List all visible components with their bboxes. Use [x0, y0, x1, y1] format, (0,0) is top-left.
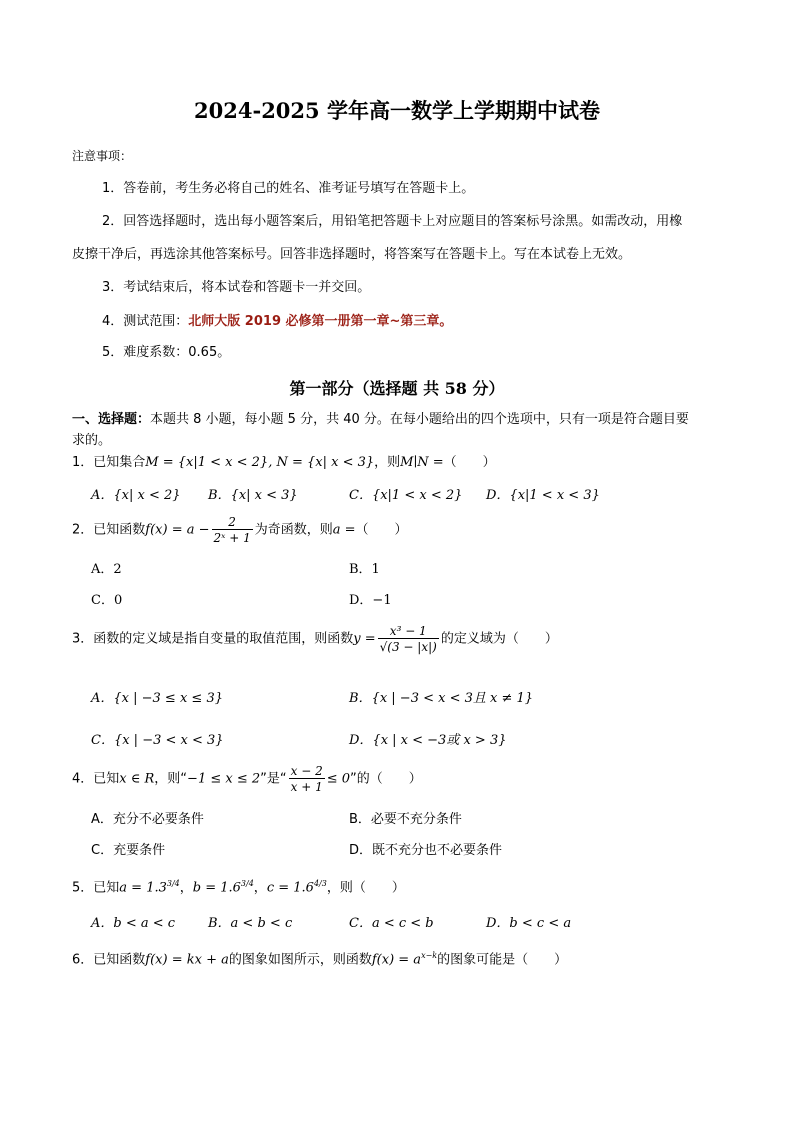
q5-c-exponent: 4/3: [313, 879, 327, 888]
q2-var: a =: [332, 522, 356, 538]
q4-option-d[interactable]: D．既不充分也不必要条件: [349, 843, 503, 858]
q4-prefix: 4．已知: [72, 771, 120, 787]
q2-fraction: [212, 516, 253, 544]
section-label: 一、选择题：: [72, 412, 151, 427]
q5-a-exponent: 3/4: [166, 879, 180, 888]
q4-middle-2: ”是“: [260, 771, 287, 787]
notice-item-3: 3．考试结束后，将本试卷和答题卡一并交回。: [102, 280, 371, 295]
q2-suffix: （ ）: [355, 522, 408, 538]
q5-c-expr: c = 1.6: [266, 880, 314, 896]
q2-option-a[interactable]: A．2: [91, 562, 122, 577]
notice-item-4: [102, 315, 452, 328]
question-1-stem: [72, 456, 496, 469]
q4-cond-1: −1 ≤ x ≤ 2: [187, 771, 261, 787]
q2-option-c[interactable]: C．0: [91, 593, 123, 608]
notice-item-2-line-1: 2．回答选择题时，选出每小题答案后，用铅笔把答题卡上对应题目的答案标号涂黑。如需改动，用橡: [102, 214, 683, 229]
q1-set-expr: M = {x|1 < x < 2}, N = {x| x < 3}: [145, 455, 375, 470]
q6-middle: 的图象如图所示，则函数: [228, 952, 372, 968]
section-text-1: 本题共 8 小题，每小题 5 分，共 40 分。在每小题给出的四个选项中，只有一项是符合题目要: [150, 412, 689, 427]
q4-option-b[interactable]: B．必要不充分条件: [349, 812, 462, 827]
notice-item-1: 1．答卷前，考生务必将自己的姓名、准考证号填写在答题卡上。: [102, 181, 475, 196]
q3-frac-num: x³ − 1: [378, 625, 439, 639]
q1-middle: ，则: [374, 455, 401, 470]
q4-option-c[interactable]: C．充要条件: [91, 843, 166, 858]
q1-option-b[interactable]: B．{x| x < 3}: [208, 488, 298, 503]
q6-suffix: 的图象可能是（ ）: [437, 952, 568, 968]
section-instructions-line-1: [72, 413, 689, 426]
q6-func-2-exponent: x−k: [421, 951, 438, 960]
q1-option-a[interactable]: A．{x| x < 2}: [91, 488, 181, 503]
q1-suffix: （ ）: [443, 455, 496, 470]
question-3-stem: [72, 625, 558, 653]
q2-prefix: 2．已知函数: [72, 522, 146, 538]
q4-frac-den: x + 1: [290, 780, 323, 794]
q1-option-d[interactable]: D．{x|1 < x < 3}: [486, 488, 600, 503]
q2-middle: 为奇函数，则: [254, 522, 333, 538]
q3-fraction: [378, 625, 439, 653]
q2-frac-den: 2ˣ + 1: [213, 531, 251, 545]
q1-prefix: 1．已知集合: [72, 455, 146, 470]
q3-prefix: 3．函数的定义域是指自变量的取值范围，则函数: [72, 631, 354, 647]
q4-suffix: ”的（ ）: [350, 771, 422, 787]
q2-option-b[interactable]: B．1: [349, 562, 380, 577]
q3-func-lhs: y =: [353, 631, 376, 647]
q6-prefix: 6．已知函数: [72, 952, 146, 968]
q6-func-2: f(x) = a: [371, 952, 422, 968]
q1-expr: M∣N =: [400, 455, 444, 470]
q5-a-expr: a = 1.3: [119, 880, 167, 896]
section-instructions-line-2: 求的。: [72, 433, 112, 448]
q4-cond-var: x ∈ R: [119, 771, 155, 787]
q5-option-d[interactable]: D．b < c < a: [486, 916, 572, 931]
q2-frac-num: 2: [212, 516, 253, 530]
q5-option-c[interactable]: C．a < c < b: [349, 916, 434, 931]
notice-heading: 注意事项：: [72, 149, 133, 163]
q2-option-d[interactable]: D．−1: [349, 593, 392, 608]
q1-option-c[interactable]: C．{x|1 < x < 2}: [349, 488, 463, 503]
question-5-stem: [72, 880, 405, 894]
page-title: 2024-2025 学年高一数学上学期期中试卷: [194, 98, 600, 123]
q5-b-exponent: 3/4: [240, 879, 254, 888]
question-6-stem: [72, 952, 567, 966]
q3-option-c[interactable]: C．{x | −3 < x < 3}: [91, 733, 224, 748]
q5-option-b[interactable]: B．a < b < c: [208, 916, 293, 931]
test-range: 北师大版 2019 必修第一册第一章~第三章。: [188, 314, 453, 329]
question-2-stem: [72, 516, 408, 544]
q4-cond-2-tail: ≤ 0: [326, 771, 351, 787]
q3-option-b[interactable]: B．{x | −3 < x < 3且 x ≠ 1}: [349, 691, 534, 706]
q5-sep-1: ，: [179, 880, 193, 896]
q4-frac-num: x − 2: [290, 764, 323, 778]
q5-option-a[interactable]: A．b < a < c: [91, 916, 176, 931]
q5-sep-2: ，: [253, 880, 267, 896]
notice-item-5: 5．难度系数：0.65。: [102, 345, 231, 360]
q3-frac-den: √(3 − |x|): [379, 640, 437, 654]
q5-b-expr: b = 1.6: [192, 880, 241, 896]
q5-suffix: ，则（ ）: [326, 880, 405, 896]
q4-option-a[interactable]: A．充分不必要条件: [91, 812, 204, 827]
q3-suffix: 的定义域为（ ）: [440, 631, 558, 647]
notice-item-2-line-2: 皮擦干净后，再选涂其他答案标号。回答非选择题时，将答案写在答题卡上。写在本试卷上无效。: [72, 247, 632, 262]
q2-func-lhs: f(x) = a −: [145, 522, 210, 538]
notice-item-4-prefix: 4．测试范围：: [102, 314, 189, 329]
part-one-title: 第一部分（选择题 共 58 分）: [289, 379, 505, 398]
q3-option-d[interactable]: D．{x | x < −3或 x > 3}: [349, 733, 507, 748]
question-4-stem: [72, 765, 422, 793]
q4-fraction: [289, 765, 325, 793]
q6-func-1: f(x) = kx + a: [145, 952, 229, 968]
q3-option-a[interactable]: A．{x | −3 ≤ x ≤ 3}: [91, 691, 223, 706]
q4-middle-1: ，则“: [154, 771, 188, 787]
q5-prefix: 5．已知: [72, 880, 120, 896]
